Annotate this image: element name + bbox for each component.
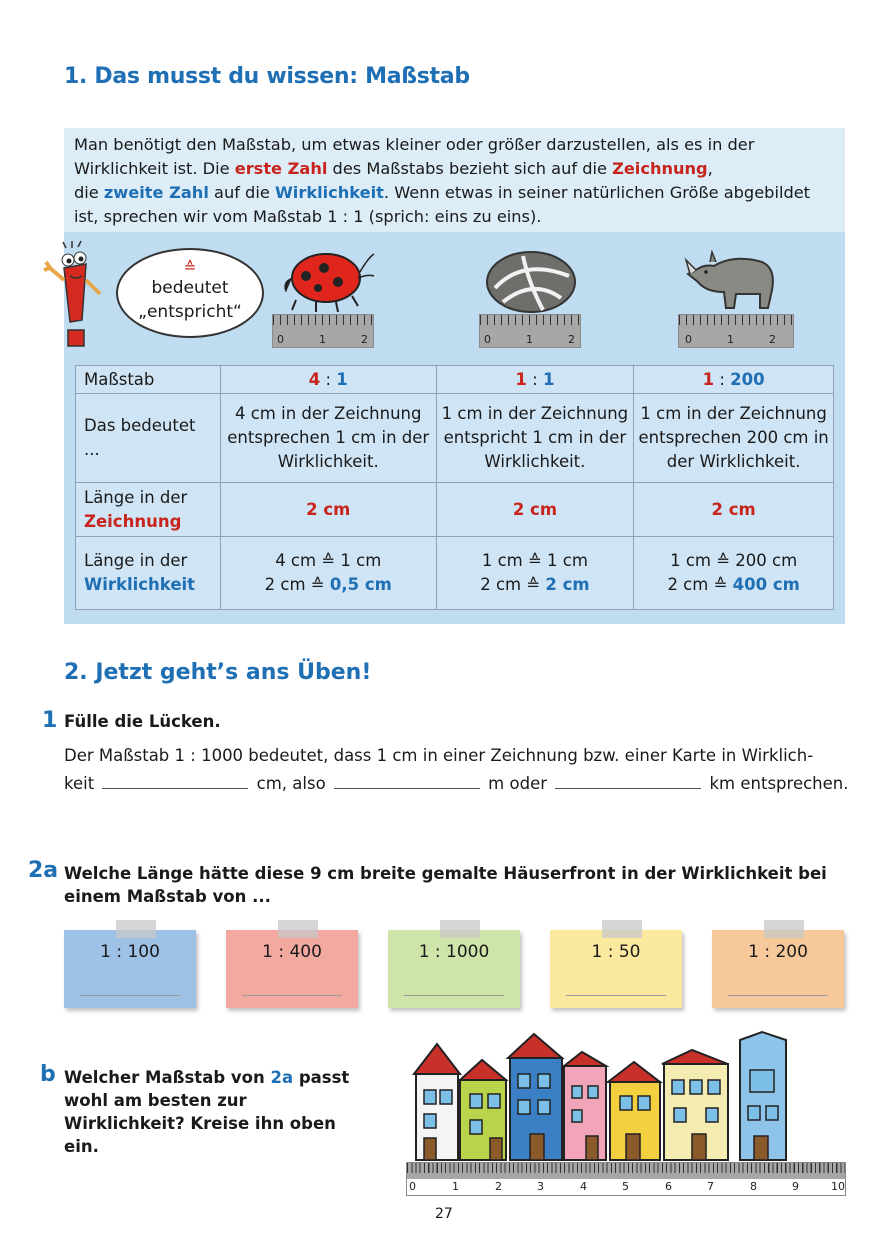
table-cell: Länge in der Wirklichkeit xyxy=(76,537,221,610)
task2a-title: Welche Länge hätte diese 9 cm breite gemalte Häuserfront in der Wirklichkeit bei einem Maßstab von ... xyxy=(64,864,827,906)
table-cell: 4 cm ≙ 1 cm 2 cm ≙ 0,5 cm xyxy=(220,537,436,610)
table-row xyxy=(76,537,834,610)
blank-km[interactable] xyxy=(555,773,701,789)
zeichnung-term: Zeichnung xyxy=(612,159,708,178)
scale-note-4[interactable]: 1 : 50 xyxy=(550,930,682,1008)
scale-note-2[interactable]: 1 : 400 xyxy=(226,930,358,1008)
section2-title: 2. Jetzt geht’s ans Üben! xyxy=(64,660,372,685)
intro-box: Man benötigt den Maßstab, um etwas kleiner oder größer darzustellen, als es in der Wirklichkeit ist. Die erste Zahl des Maßstabs bezieht sich auf die Zeichnung, die zweite Zahl auf die Wirklichkeit. Wenn etwas in seiner natürlichen Größe abgebildet ist, sprechen wir vom Maßstab 1 : 1 (sprich: eins zu eins). xyxy=(64,128,845,232)
table-cell: 2 cm xyxy=(220,483,436,537)
section1-title: 1. Das musst du wissen: Maßstab xyxy=(64,64,470,89)
ruler-ladybug: 0 1 2 xyxy=(272,314,374,348)
table-cell: 1 : 1 xyxy=(436,366,634,394)
ladybug-icon xyxy=(276,248,376,314)
scale-note-3[interactable]: 1 : 1000 xyxy=(388,930,520,1008)
task2b-text: Welcher Maßstab von 2a passt wohl am besten zur Wirklichkeit? Kreise ihn oben ein. xyxy=(64,1068,350,1156)
page-number: 27 xyxy=(435,1206,453,1222)
task2a-number: 2a xyxy=(28,858,59,883)
table-cell: 1 cm in der Zeichnung entsprechen 200 cm in der Wirklichkeit. xyxy=(634,394,834,483)
houses-illustration-icon xyxy=(410,1030,796,1162)
table-cell: 1 : 200 xyxy=(634,366,834,394)
scale-table xyxy=(75,365,834,610)
scale-note-1[interactable]: 1 : 100 xyxy=(64,930,196,1008)
stone-icon xyxy=(483,248,579,316)
erste-zahl: erste Zahl xyxy=(234,159,328,178)
houses-ruler-labels: 0 1 2 3 4 5 6 7 8 9 10 xyxy=(409,1180,845,1193)
ruler-rhino: 0 1 2 xyxy=(678,314,794,348)
entspricht-symbol: ≙ xyxy=(183,258,197,276)
table-row xyxy=(76,366,834,394)
blank-cm[interactable] xyxy=(102,773,248,789)
blank-m[interactable] xyxy=(334,773,480,789)
table-cell: 4 : 1 xyxy=(220,366,436,394)
task1-text: Der Maßstab 1 : 1000 bedeutet, dass 1 cm in einer Zeichnung bzw. einer Karte in Wirklich- keit cm, also m oder km entsprechen. xyxy=(64,746,849,793)
table-cell: 1 cm ≙ 1 cm 2 cm ≙ 2 cm xyxy=(436,537,634,610)
table-cell: 4 cm in der Zeichnung entsprechen 1 cm in der Wirklichkeit. xyxy=(220,394,436,483)
task2b-number: b xyxy=(40,1062,56,1087)
table-row xyxy=(76,483,834,537)
task1-title: Fülle die Lücken. xyxy=(64,712,221,731)
scale-note-5[interactable]: 1 : 200 xyxy=(712,930,844,1008)
wirklichkeit-term: Wirklichkeit xyxy=(274,183,384,202)
table-cell: Maßstab xyxy=(76,366,221,394)
exclamation-mascot-icon xyxy=(42,240,112,358)
table-cell: 2 cm xyxy=(634,483,834,537)
table-cell: Länge in der Zeichnung xyxy=(76,483,221,537)
rhino-icon xyxy=(684,246,780,312)
table-cell: 1 cm in der Zeichnung entspricht 1 cm in der Wirklichkeit. xyxy=(436,394,634,483)
ruler-stone: 0 1 2 xyxy=(479,314,581,348)
table-cell: Das bedeutet ... xyxy=(76,394,221,483)
speech-bubble: ≙ bedeutet „entspricht“ xyxy=(116,248,264,338)
task1-number: 1 xyxy=(42,708,58,733)
table-cell: 2 cm xyxy=(436,483,634,537)
table-cell: 1 cm ≙ 200 cm 2 cm ≙ 400 cm xyxy=(634,537,834,610)
table-row xyxy=(76,394,834,483)
zweite-zahl: zweite Zahl xyxy=(103,183,209,202)
